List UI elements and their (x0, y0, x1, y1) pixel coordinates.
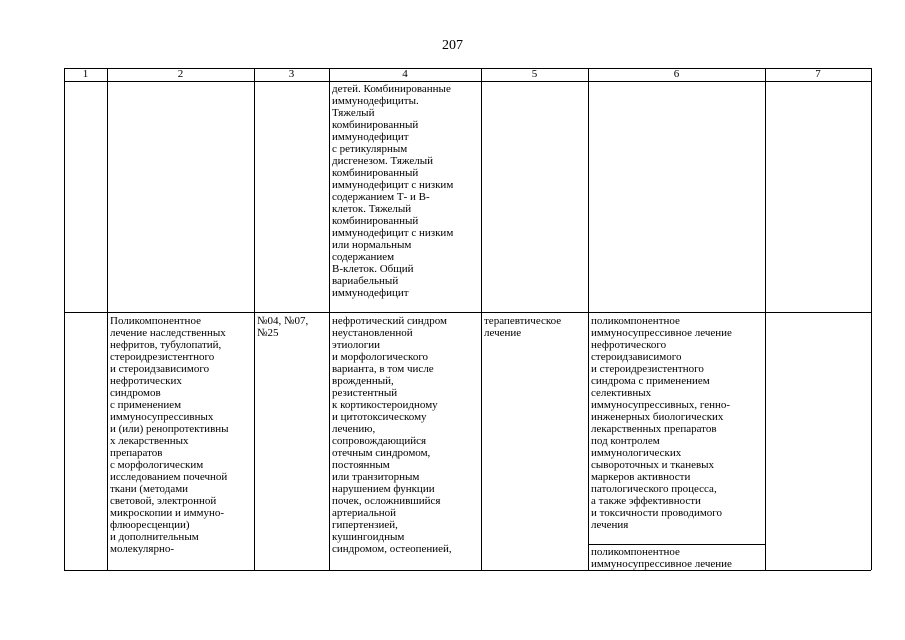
col-border-2-3 (254, 68, 255, 570)
col-border-1-2 (107, 68, 108, 570)
table-bottom-border (64, 570, 871, 571)
row2-diagnosis: нефротический синдром неустановленной этиологии и морфологического варианта, в том числе врожденный, резистентный к кортикостероидному и цитотоксическому лечению, сопровождающийся отечным синдромом, постоянным или транзиторным нарушением функции почек, осложнившийся артериальной гипертензией, кушингоидным синдромом, остеопенией, (332, 315, 452, 555)
row2-treatment-description: поликомпонентное иммуносупрессивное лечение нефротического стероидзависимого и стероидрезистентного синдрома с применением селективных иммуносупрессивных, генно- инженерных биологических лекарственных препаратов под контролем иммунологических сывороточных и тканевых маркеров активности патологического процесса, а также эффективности и токсичности проводимого лечения (591, 315, 732, 531)
page-number: 207 (442, 38, 463, 53)
col-border-right (871, 68, 872, 570)
row2-treatment-description-next: поликомпонентное иммуносупрессивное лечение (591, 546, 732, 570)
row2-treatment-type: терапевтическое лечение (484, 315, 562, 339)
header-col-3: 3 (288, 68, 295, 80)
col-border-5-6 (588, 68, 589, 570)
row-divider (64, 312, 871, 313)
col-border-3-4 (329, 68, 330, 570)
header-bottom-border (64, 81, 871, 82)
header-col-2: 2 (177, 68, 184, 80)
header-col-1: 1 (82, 68, 89, 80)
col6-subrow-divider (588, 544, 765, 545)
row2-codes: №04, №07, №25 (257, 315, 309, 339)
row1-diagnosis-text: детей. Комбинированные иммунодефициты. Тяжелый комбинированный иммунодефицит с ретикулярным дисгенезом. Тяжелый комбинированный иммунодефицит с низким содержанием Т- и В- клеток. Тяжелый комбинированный иммунодефицит с низким или нормальным содержанием В-клеток. Общий вариабельный иммунодефицит (332, 83, 454, 299)
header-col-6: 6 (673, 68, 680, 80)
col-border-4-5 (481, 68, 482, 570)
header-col-7: 7 (815, 68, 821, 80)
header-col-4: 4 (402, 68, 408, 80)
col-border-6-7 (765, 68, 766, 570)
header-col-5: 5 (531, 68, 538, 80)
row2-treatment-method: Поликомпонентное лечение наследственных нефритов, тубулопатий, стероидрезистентного и стероидзависимого нефротических синдромов с применением иммуносупрессивных и (или) ренопротективны х лекарственных препаратов с морфологическим исследованием почечной ткани (методами световой, электронной микроскопии и иммуно- флюоресценции) и дополнительным молекулярно- (110, 315, 229, 555)
col-border-left (64, 68, 65, 570)
